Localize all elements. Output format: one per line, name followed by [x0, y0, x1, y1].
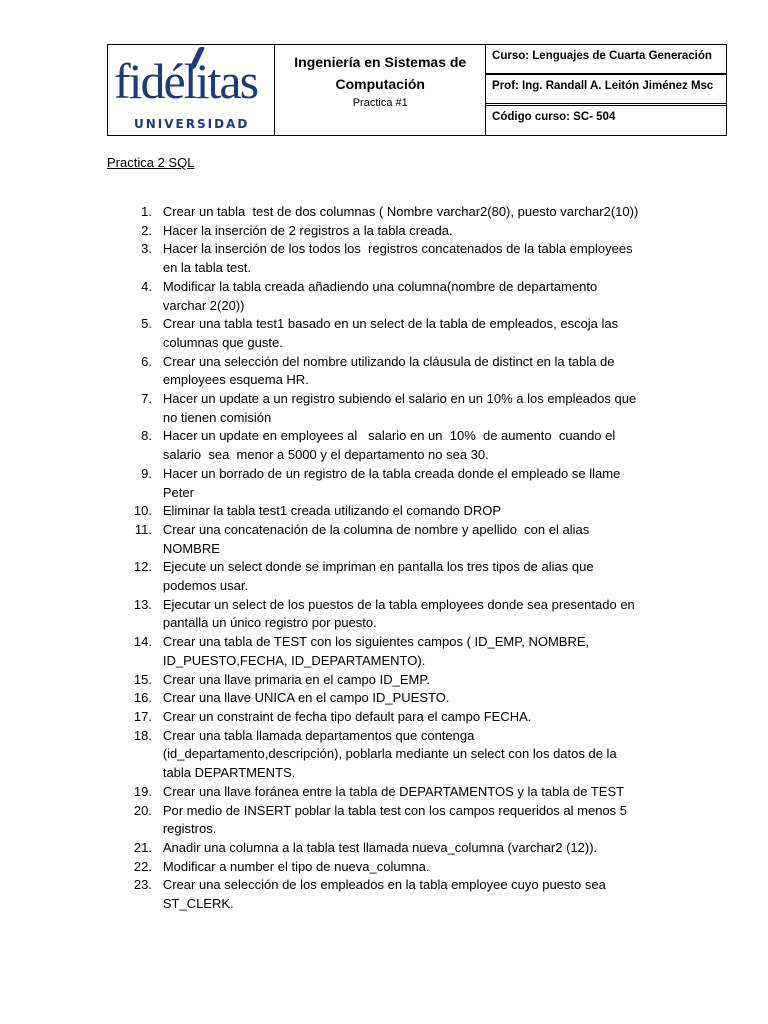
task-number: 23.	[133, 877, 152, 893]
task-item	[107, 465, 667, 502]
task-number: 1.	[141, 204, 152, 219]
task-item	[107, 353, 667, 390]
task-number: 3.	[141, 241, 152, 257]
task-text: Crear una llave foránea entre la tabla de DEPARTAMENTOS y la tabla de TEST	[162, 783, 625, 799]
document-header	[107, 44, 727, 136]
task-text: Hacer un update a un registro subiendo el salario en un 10% a los empleados que no tienen comisión	[162, 391, 637, 425]
task-item	[107, 671, 667, 690]
task-item	[107, 278, 667, 315]
professor-name: Prof: Ing. Randall A. Leitón Jiménez Msc	[486, 75, 726, 104]
task-number: 4.	[141, 278, 152, 294]
task-text: Crear un constraint de fecha tipo default para el campo FECHA.	[162, 708, 532, 724]
task-number: 21.	[133, 839, 152, 855]
task-number: 12.	[133, 559, 152, 575]
header-title-line1: Ingeniería en Sistemas de	[294, 54, 467, 70]
task-text: Ejecutar un select de los puestos de la tabla employees donde sea presentado en pantalla un único registro por puesto.	[162, 596, 635, 631]
task-item	[107, 240, 667, 277]
task-number: 6.	[141, 353, 152, 369]
header-title-line2: Computación	[335, 76, 425, 92]
task-text: Crear una tabla de TEST con los siguientes campos ( ID_EMP, NOMBRE, ID_PUESTO,FECHA, ID_DEPARTAMENTO).	[162, 634, 590, 668]
task-item	[107, 203, 667, 222]
task-item	[107, 783, 667, 802]
task-item	[107, 727, 667, 783]
task-item	[107, 708, 667, 727]
task-item	[107, 858, 667, 877]
logo-cell	[108, 45, 275, 136]
task-text: Crear una tabla llamada departamentos que contenga (id_departamento,descripción), poblarla mediante un select con los datos de la tabla DEPARTMENTS.	[162, 727, 617, 781]
task-item	[107, 633, 667, 670]
task-item	[107, 427, 667, 464]
task-item	[107, 390, 667, 427]
task-text: Crear un tabla test de dos columnas ( Nombre varchar2(80), puesto varchar2(10))	[162, 204, 639, 219]
task-item	[107, 521, 667, 558]
task-text: Modificar la tabla creada añadiendo una columna(nombre de departamento varchar 2(20))	[162, 278, 598, 313]
task-number: 10.	[133, 503, 152, 519]
title-cell	[275, 45, 486, 136]
task-item	[107, 596, 667, 633]
task-item	[107, 802, 667, 839]
course-code: Código curso: SC- 504	[492, 110, 616, 123]
task-item	[107, 839, 667, 858]
task-text: Por medio de INSERT poblar la tabla test con los campos requeridos al menos 5 registros.	[162, 802, 627, 837]
task-item	[107, 315, 667, 352]
task-number: 15.	[133, 671, 152, 687]
task-text: Ejecute un select donde se impriman en pantalla los tres tipos de alias que podemos usar.	[162, 559, 594, 594]
info-cell	[486, 75, 727, 105]
task-text: Anadir una columna a la tabla test llamada nueva_columna (varchar2 (12)).	[162, 839, 598, 855]
task-number: 19.	[133, 783, 152, 799]
task-text: Crear una llave UNICA en el campo ID_PUESTO.	[162, 690, 450, 706]
task-item	[107, 222, 667, 241]
task-number: 18.	[133, 727, 152, 743]
task-text: Crear una selección del nombre utilizando la cláusula de distinct en la tabla de employees esquema HR.	[162, 353, 615, 388]
task-number: 17.	[133, 708, 152, 724]
task-item	[107, 558, 667, 595]
task-list	[107, 203, 667, 914]
logo-wordmark: fidélitas	[114, 53, 258, 109]
task-text: Hacer un borrado de un registro de la tabla creada donde el empleado se llame Peter	[162, 465, 621, 500]
practice-label: Practica #1	[352, 97, 408, 109]
task-number: 20.	[133, 802, 152, 818]
course-name: Curso: Lenguajes de Cuarta Generación	[486, 45, 726, 74]
task-number: 8.	[141, 428, 152, 444]
task-number: 2.	[141, 222, 152, 238]
task-text: Eliminar la tabla test1 creada utilizando el comando DROP	[162, 503, 502, 519]
task-item	[107, 876, 667, 913]
task-item	[107, 502, 667, 521]
task-text: Hacer la inserción de los todos los registros concatenados de la tabla employees en la tabla test.	[162, 241, 633, 276]
task-number: 14.	[133, 634, 152, 650]
task-number: 5.	[141, 316, 152, 332]
task-text: Hacer un update en employees al salario en un 10% de aumento cuando el salario sea menor a 5000 y el departamento no sea 30.	[162, 428, 616, 463]
task-text: Crear una llave primaria en el campo ID_EMP.	[162, 671, 430, 687]
task-text: Crear una selección de los empleados en la tabla employee cuyo puesto sea ST_CLERK.	[162, 877, 606, 912]
task-text: Crear una concatenación de la columna de nombre y apellido con el alias NOMBRE	[162, 521, 590, 556]
task-item	[107, 689, 667, 708]
info-cell	[486, 105, 727, 135]
task-text: Modificar a number el tipo de nueva_columna.	[162, 858, 430, 874]
task-number: 7.	[141, 391, 152, 407]
university-logo	[108, 45, 275, 137]
task-text: Crear una tabla test1 basado en un select de la tabla de empleados, escoja las columnas que guste.	[162, 316, 619, 350]
task-text: Hacer la inserción de 2 registros a la tabla creada.	[162, 222, 453, 238]
task-number: 22.	[133, 858, 152, 874]
document-title: Practica 2 SQL	[107, 155, 195, 170]
task-number: 9.	[141, 465, 152, 481]
logo-subtext: UNIVERSIDAD	[134, 117, 250, 131]
task-number: 13.	[133, 596, 152, 612]
info-cell	[486, 45, 727, 75]
task-number: 11.	[134, 521, 152, 537]
task-number: 16.	[133, 690, 152, 706]
